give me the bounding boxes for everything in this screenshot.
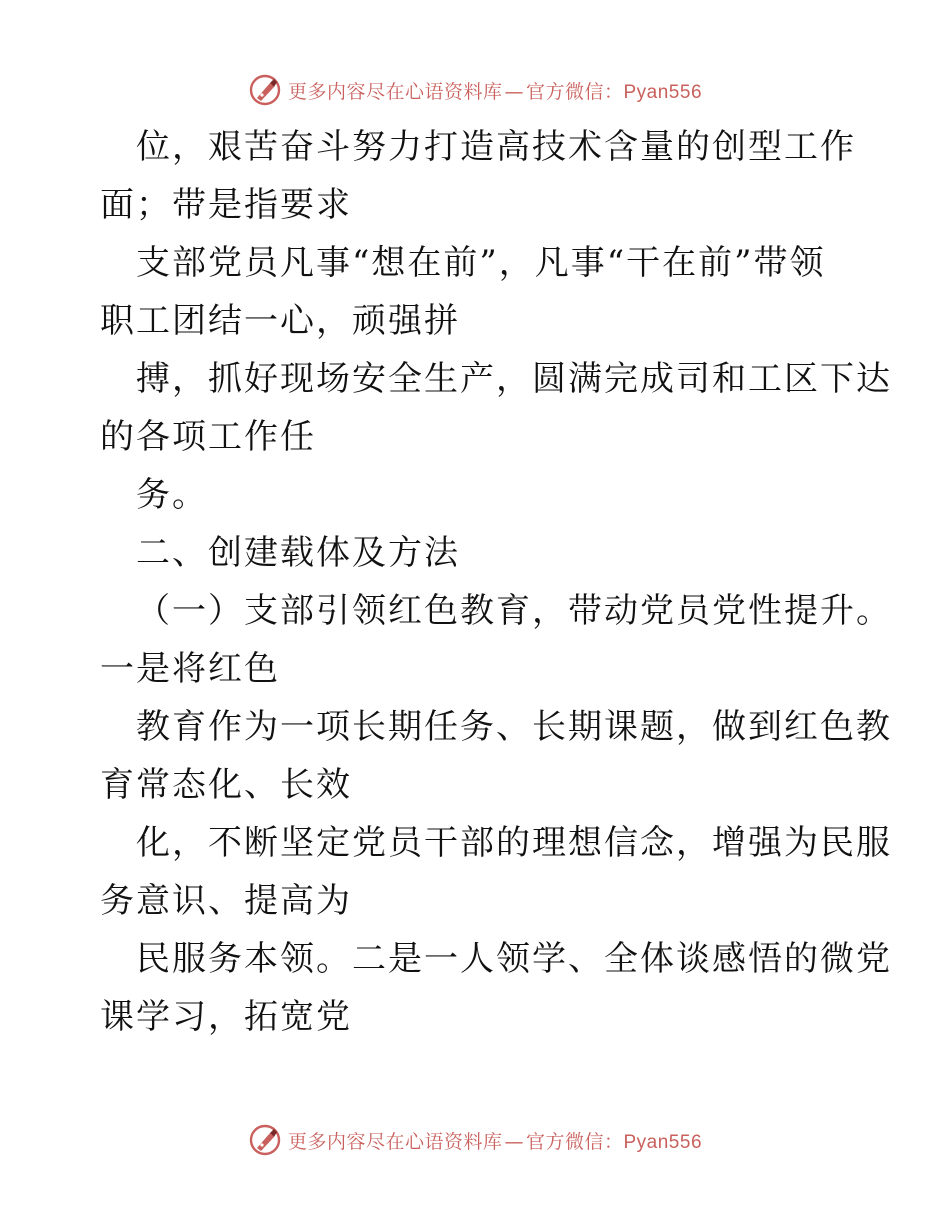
body-text-line: 一是将红色 xyxy=(100,649,280,689)
watermark-text xyxy=(288,1127,702,1154)
header-watermark xyxy=(0,72,950,108)
body-text-line: 面；带是指要求 xyxy=(100,185,352,225)
body-text-line: 民服务本领。二是一人领学、全体谈感悟的微党 xyxy=(136,939,892,979)
body-text-line: 位，艰苦奋斗努力打造高技术含量的创型工作 xyxy=(136,127,856,167)
body-text-line: 二、创建载体及方法 xyxy=(136,533,460,573)
footer-watermark xyxy=(0,1122,950,1158)
pen-nib-seal-icon xyxy=(248,73,282,107)
body-text-line: 化，不断坚定党员干部的理想信念，增强为民服 xyxy=(136,823,892,863)
watermark-main-text: 更多内容尽在心语资料库 xyxy=(287,1130,503,1153)
body-text-line: 课学习，拓宽党 xyxy=(100,997,352,1037)
body-text-line: 务。 xyxy=(136,475,208,515)
watermark-main-text: 更多内容尽在心语资料库 xyxy=(287,80,503,103)
watermark-wechat-label: 官方微信： xyxy=(525,1130,624,1153)
watermark-text xyxy=(288,77,702,104)
watermark-wechat-id: Pyan556 xyxy=(623,81,703,103)
watermark-separator: — xyxy=(504,80,524,103)
body-text-line: 职工团结一心，顽强拼 xyxy=(100,301,460,341)
watermark-wechat-id: Pyan556 xyxy=(623,1131,703,1153)
body-text-line: 的各项工作任 xyxy=(100,417,316,457)
body-text-line: （一）支部引领红色教育，带动党员党性提升。 xyxy=(136,591,892,631)
body-text-line: 教育作为一项长期任务、长期课题，做到红色教 xyxy=(136,707,892,747)
watermark-separator: — xyxy=(504,1130,524,1153)
document-body xyxy=(100,118,892,1046)
pen-nib-seal-icon xyxy=(248,1123,282,1157)
body-text-line: 搏，抓好现场安全生产，圆满完成司和工区下达 xyxy=(136,359,892,399)
body-text-line: 育常态化、长效 xyxy=(100,765,352,805)
body-text-line: 务意识、提高为 xyxy=(100,881,352,921)
watermark-wechat-label: 官方微信： xyxy=(525,80,624,103)
body-text-line: 支部党员凡事“想在前”，凡事“干在前”带领 xyxy=(136,243,826,283)
